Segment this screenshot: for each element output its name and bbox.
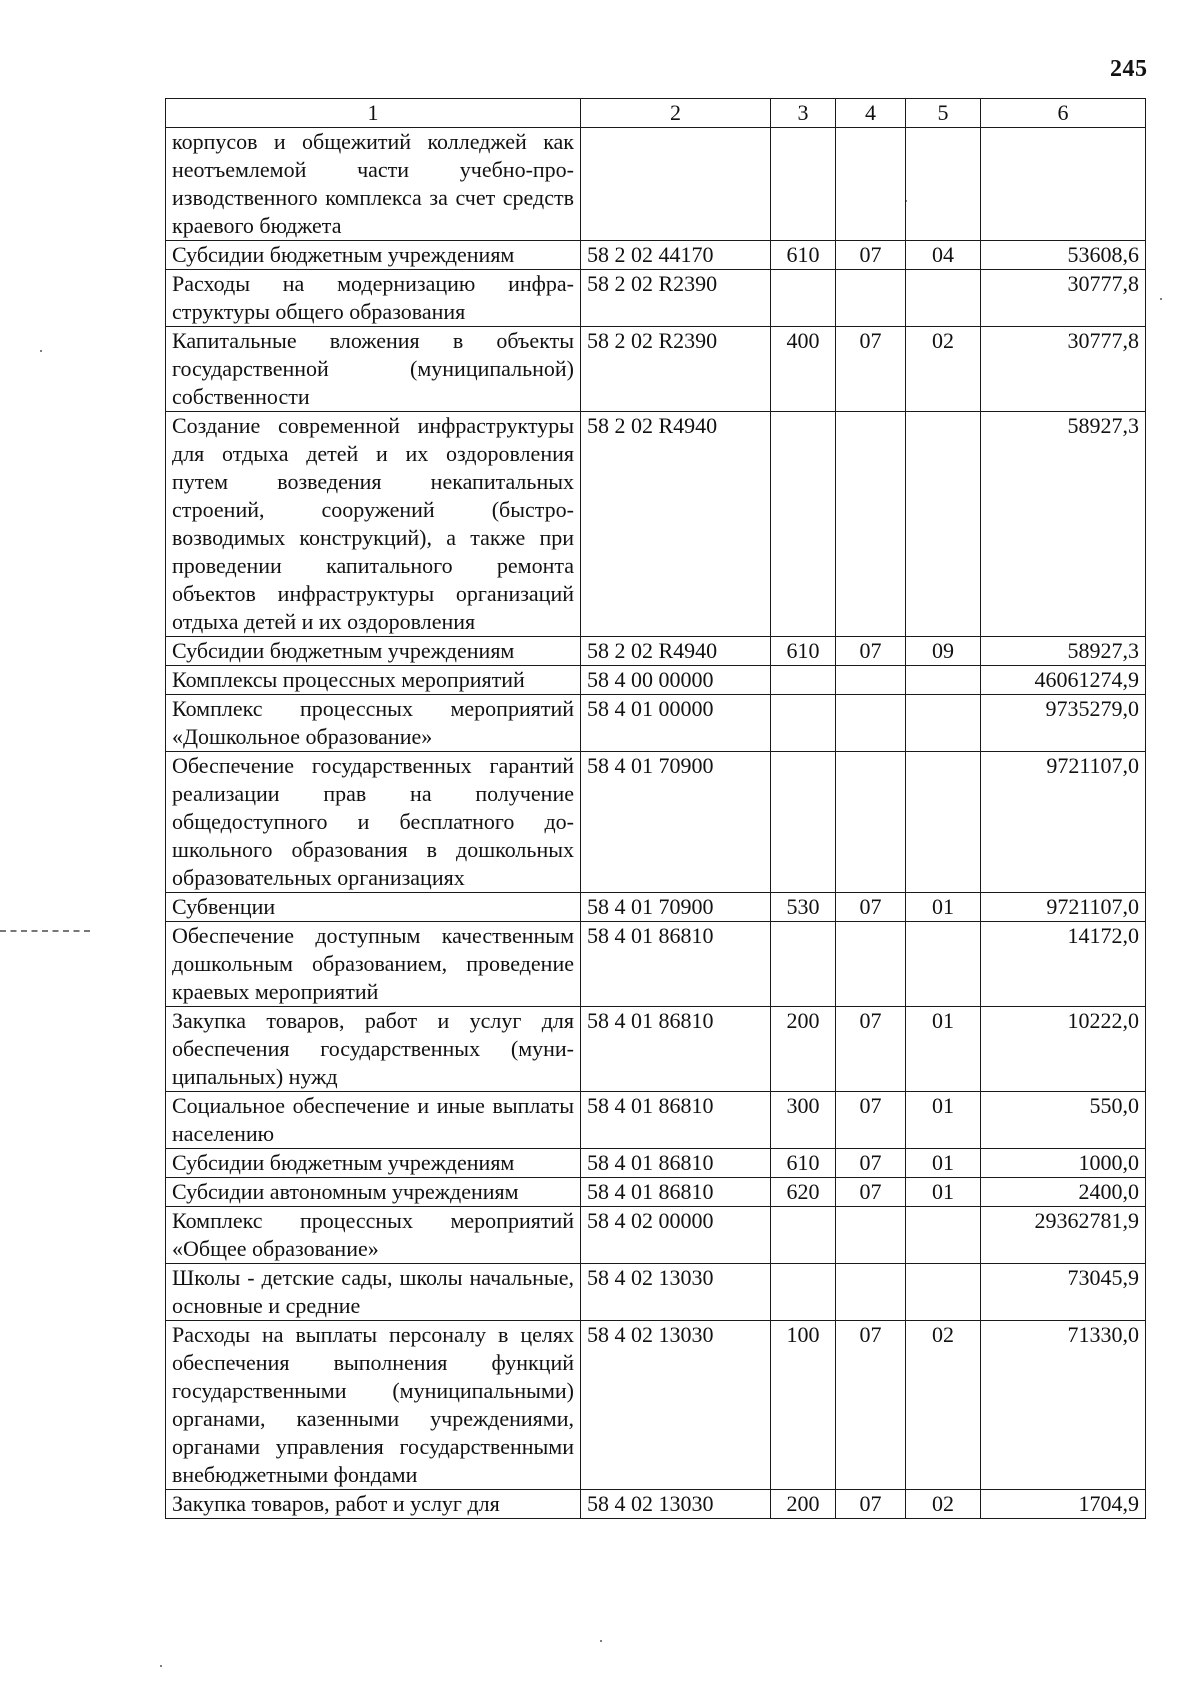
row-sum-cell: 14172,0 — [981, 922, 1146, 1007]
scan-artifact-dot — [600, 1640, 602, 1642]
row-col3-cell — [771, 922, 836, 1007]
row-code-cell: 58 4 00 00000 — [581, 666, 771, 695]
row-sum-cell: 2400,0 — [981, 1178, 1146, 1207]
row-col4-cell — [836, 922, 906, 1007]
row-name-cell: Школы - детские сады, школы начальные, основные и средние — [166, 1264, 581, 1321]
row-name-cell: Субсидии бюджетным учреждениям — [166, 637, 581, 666]
row-sum-cell: 9721107,0 — [981, 893, 1146, 922]
row-col4-cell — [836, 412, 906, 637]
row-sum-cell: 29362781,9 — [981, 1207, 1146, 1264]
scan-artifact-dot — [40, 350, 42, 352]
row-col4-cell — [836, 695, 906, 752]
row-sum-cell: 30777,8 — [981, 327, 1146, 412]
row-col5-cell: 01 — [906, 893, 981, 922]
row-name-cell: корпусов и общежитий колледжей как неотъемлемой части учебно-производственного комплекса за счет средств краевого бюджета — [166, 128, 581, 241]
row-code-cell: 58 2 02 R2390 — [581, 270, 771, 327]
row-col3-cell — [771, 666, 836, 695]
row-name-cell: Комплекс процессных мероприятий «Общее образование» — [166, 1207, 581, 1264]
row-col5-cell — [906, 412, 981, 637]
header-col-5: 5 — [906, 99, 981, 128]
table-header-row — [166, 99, 1146, 128]
row-col4-cell — [836, 270, 906, 327]
row-col4-cell: 07 — [836, 1092, 906, 1149]
row-col5-cell — [906, 752, 981, 893]
row-col5-cell — [906, 270, 981, 327]
header-col-2: 2 — [581, 99, 771, 128]
row-code-cell: 58 4 01 00000 — [581, 695, 771, 752]
row-code-cell: 58 4 02 13030 — [581, 1264, 771, 1321]
row-col4-cell — [836, 752, 906, 893]
row-code-cell: 58 4 01 86810 — [581, 1092, 771, 1149]
table-row — [166, 1490, 1146, 1519]
row-name-cell: Закупка товаров, работ и услуг для обеспечения государственных (муниципальных) нужд — [166, 1007, 581, 1092]
scan-artifact-dash — [0, 930, 90, 932]
row-col5-cell: 02 — [906, 1490, 981, 1519]
row-col3-cell: 400 — [771, 327, 836, 412]
table-row — [166, 752, 1146, 893]
row-col3-cell: 530 — [771, 893, 836, 922]
table-row — [166, 128, 1146, 241]
row-col4-cell — [836, 128, 906, 241]
row-sum-cell: 30777,8 — [981, 270, 1146, 327]
table-row — [166, 922, 1146, 1007]
row-col5-cell: 01 — [906, 1092, 981, 1149]
row-sum-cell: 9721107,0 — [981, 752, 1146, 893]
row-code-cell: 58 2 02 R2390 — [581, 327, 771, 412]
row-code-cell: 58 4 01 86810 — [581, 1178, 771, 1207]
table-row — [166, 893, 1146, 922]
row-name-cell: Капитальные вложения в объекты государственной (муниципальной) собственности — [166, 327, 581, 412]
row-code-cell: 58 2 02 R4940 — [581, 412, 771, 637]
row-col3-cell: 200 — [771, 1007, 836, 1092]
row-sum-cell: 46061274,9 — [981, 666, 1146, 695]
header-col-3: 3 — [771, 99, 836, 128]
row-sum-cell: 550,0 — [981, 1092, 1146, 1149]
row-name-cell: Комплексы процессных мероприятий — [166, 666, 581, 695]
table-row — [166, 1264, 1146, 1321]
row-sum-cell: 58927,3 — [981, 637, 1146, 666]
row-sum-cell: 1704,9 — [981, 1490, 1146, 1519]
row-col5-cell: 01 — [906, 1178, 981, 1207]
row-sum-cell: 1000,0 — [981, 1149, 1146, 1178]
row-col3-cell: 200 — [771, 1490, 836, 1519]
table-row — [166, 1092, 1146, 1149]
row-col3-cell — [771, 1207, 836, 1264]
row-col3-cell — [771, 752, 836, 893]
table-row — [166, 637, 1146, 666]
row-name-cell: Расходы на модернизацию инфраструктуры общего образования — [166, 270, 581, 327]
scan-artifact-dot — [1160, 298, 1162, 300]
row-code-cell: 58 4 01 86810 — [581, 1007, 771, 1092]
row-col5-cell: 01 — [906, 1007, 981, 1092]
table-row — [166, 1207, 1146, 1264]
table-row — [166, 327, 1146, 412]
table-row — [166, 241, 1146, 270]
row-col4-cell: 07 — [836, 1007, 906, 1092]
table-row — [166, 1007, 1146, 1092]
row-code-cell: 58 2 02 44170 — [581, 241, 771, 270]
row-col5-cell — [906, 666, 981, 695]
row-col3-cell — [771, 1264, 836, 1321]
page-number: 245 — [1110, 56, 1148, 82]
row-sum-cell: 9735279,0 — [981, 695, 1146, 752]
row-col4-cell: 07 — [836, 637, 906, 666]
row-code-cell: 58 4 02 00000 — [581, 1207, 771, 1264]
table-row — [166, 270, 1146, 327]
row-col5-cell — [906, 128, 981, 241]
row-code-cell: 58 4 02 13030 — [581, 1321, 771, 1490]
header-col-4: 4 — [836, 99, 906, 128]
row-name-cell: Обеспечение государственных гарантий реализации прав на получение общедоступного и бесплатного дошкольного образования в дошкольных образовательных организациях — [166, 752, 581, 893]
row-col4-cell: 07 — [836, 1149, 906, 1178]
table-row — [166, 412, 1146, 637]
row-col3-cell: 100 — [771, 1321, 836, 1490]
header-col-1: 1 — [166, 99, 581, 128]
header-col-6: 6 — [981, 99, 1146, 128]
row-col3-cell: 620 — [771, 1178, 836, 1207]
row-col5-cell: 04 — [906, 241, 981, 270]
row-sum-cell: 58927,3 — [981, 412, 1146, 637]
row-sum-cell: 10222,0 — [981, 1007, 1146, 1092]
row-name-cell: Комплекс процессных мероприятий «Дошкольное образование» — [166, 695, 581, 752]
row-name-cell: Закупка товаров, работ и услуг для — [166, 1490, 581, 1519]
row-code-cell: 58 4 01 70900 — [581, 752, 771, 893]
row-col3-cell — [771, 270, 836, 327]
row-col3-cell — [771, 128, 836, 241]
row-col5-cell — [906, 1207, 981, 1264]
table-row — [166, 1149, 1146, 1178]
table-row — [166, 666, 1146, 695]
row-code-cell — [581, 128, 771, 241]
row-sum-cell: 73045,9 — [981, 1264, 1146, 1321]
row-name-cell: Расходы на выплаты персоналу в целях обеспечения выполнения функций государственными (муниципальными) органами, казенными учреждениями, органами управления государственными внебюджетными фондами — [166, 1321, 581, 1490]
table-body — [166, 128, 1146, 1519]
row-sum-cell: 53608,6 — [981, 241, 1146, 270]
row-col5-cell: 01 — [906, 1149, 981, 1178]
table-row — [166, 695, 1146, 752]
row-code-cell: 58 4 01 86810 — [581, 922, 771, 1007]
row-name-cell: Субсидии автономным учреждениям — [166, 1178, 581, 1207]
row-name-cell: Создание современной инфраструктуры для отдыха детей и их оздоровления путем возведения некапитальных строений, сооружений (быстровозводимых конструкций), а также при проведении капитального ремонта объектов инфраструктуры организаций отдыха детей и их оздоровления — [166, 412, 581, 637]
row-name-cell: Субсидии бюджетным учреждениям — [166, 241, 581, 270]
row-col4-cell: 07 — [836, 1178, 906, 1207]
row-code-cell: 58 4 01 86810 — [581, 1149, 771, 1178]
row-col5-cell — [906, 695, 981, 752]
row-col5-cell: 02 — [906, 1321, 981, 1490]
row-code-cell: 58 2 02 R4940 — [581, 637, 771, 666]
row-col3-cell — [771, 695, 836, 752]
row-name-cell: Субвенции — [166, 893, 581, 922]
row-col3-cell — [771, 412, 836, 637]
row-name-cell: Социальное обеспечение и иные выплаты населению — [166, 1092, 581, 1149]
row-col4-cell: 07 — [836, 327, 906, 412]
row-col4-cell: 07 — [836, 1490, 906, 1519]
table-row — [166, 1178, 1146, 1207]
row-col4-cell — [836, 666, 906, 695]
row-sum-cell — [981, 128, 1146, 241]
row-col4-cell: 07 — [836, 241, 906, 270]
budget-table — [165, 98, 1146, 1519]
row-col5-cell: 02 — [906, 327, 981, 412]
row-col3-cell: 610 — [771, 637, 836, 666]
row-sum-cell: 71330,0 — [981, 1321, 1146, 1490]
row-col3-cell: 610 — [771, 1149, 836, 1178]
row-col4-cell — [836, 1264, 906, 1321]
row-col5-cell: 09 — [906, 637, 981, 666]
row-col3-cell: 300 — [771, 1092, 836, 1149]
row-col3-cell: 610 — [771, 241, 836, 270]
row-col4-cell: 07 — [836, 893, 906, 922]
table-row — [166, 1321, 1146, 1490]
row-col5-cell — [906, 1264, 981, 1321]
row-col4-cell: 07 — [836, 1321, 906, 1490]
row-col4-cell — [836, 1207, 906, 1264]
row-name-cell: Обеспечение доступным качественным дошкольным образованием, проведение краевых мероприятий — [166, 922, 581, 1007]
row-code-cell: 58 4 02 13030 — [581, 1490, 771, 1519]
row-code-cell: 58 4 01 70900 — [581, 893, 771, 922]
row-col5-cell — [906, 922, 981, 1007]
scan-artifact-dot — [160, 1665, 162, 1667]
row-name-cell: Субсидии бюджетным учреждениям — [166, 1149, 581, 1178]
